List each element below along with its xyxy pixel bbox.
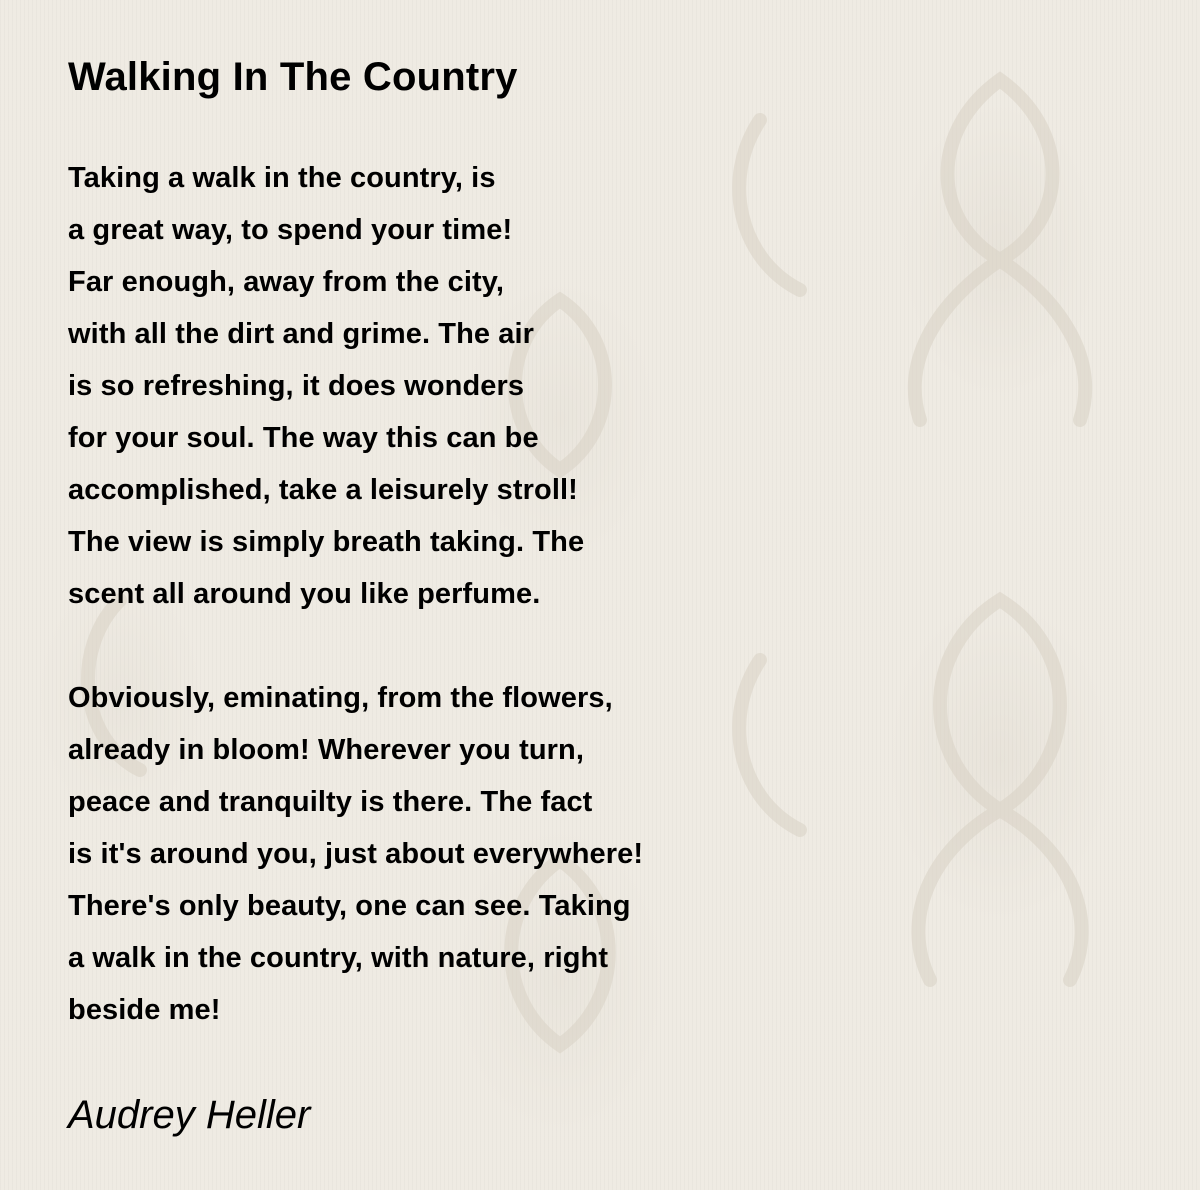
poem-line: accomplished, take a leisurely stroll! xyxy=(68,474,578,506)
poem-line: a walk in the country, with nature, right xyxy=(68,942,609,974)
poem-author: Audrey Heller xyxy=(68,1093,311,1137)
poem-line: a great way, to spend your time! xyxy=(68,214,513,246)
poem-line: is it's around you, just about everywhere! xyxy=(68,838,644,870)
poem-line: The view is simply breath taking. The xyxy=(68,526,585,558)
poem-title: Walking In The Country xyxy=(68,55,518,99)
poem-line: scent all around you like perfume. xyxy=(68,578,541,610)
poem-line: is so refreshing, it does wonders xyxy=(68,370,525,402)
poem-line: Far enough, away from the city, xyxy=(68,266,505,298)
poem-line: Obviously, eminating, from the flowers, xyxy=(68,682,613,714)
poem-line: peace and tranquilty is there. The fact xyxy=(68,786,593,818)
poem-line: with all the dirt and grime. The air xyxy=(68,318,535,350)
poem-line: beside me! xyxy=(68,994,221,1026)
stanza-2 xyxy=(68,672,643,1036)
poem-body xyxy=(68,152,643,1036)
poem-line: Taking a walk in the country, is xyxy=(68,162,496,194)
poem-line: already in bloom! Wherever you turn, xyxy=(68,734,585,766)
poem-line: for your soul. The way this can be xyxy=(68,422,539,454)
stanza-1 xyxy=(68,152,643,620)
poem-line: There's only beauty, one can see. Taking xyxy=(68,890,631,922)
